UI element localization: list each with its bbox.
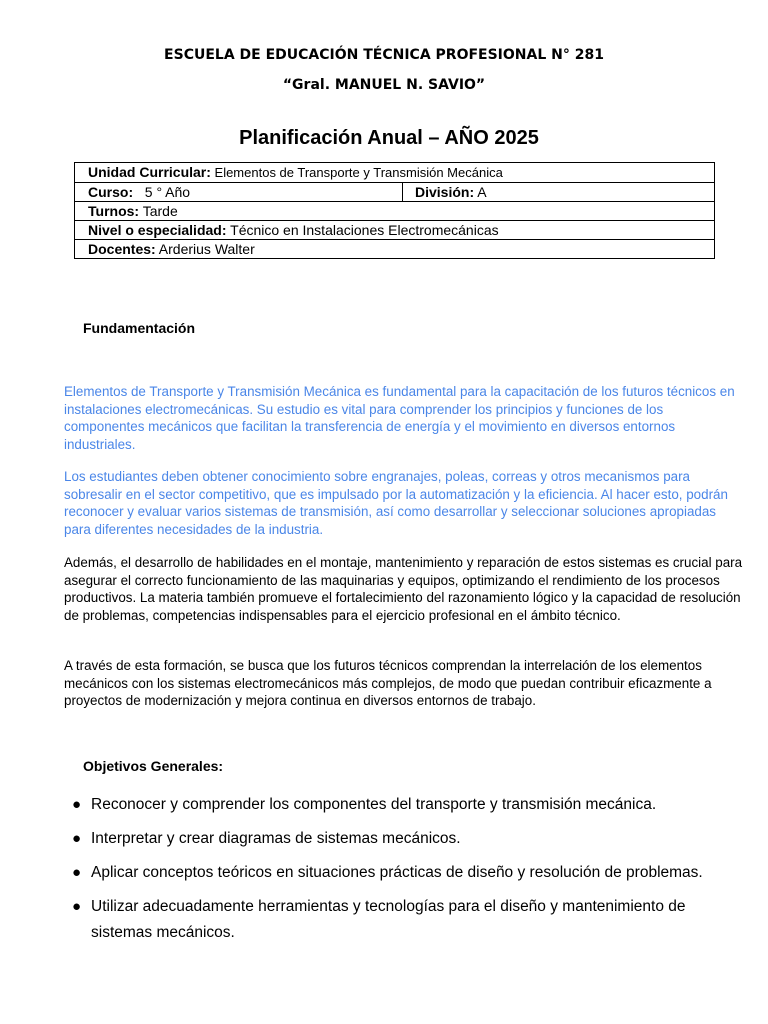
unidad-label: Unidad Curricular: [88, 164, 211, 180]
row-unidad [75, 163, 715, 183]
row-turnos [75, 202, 715, 221]
bullet-icon: ● [72, 830, 82, 847]
nivel-label: Nivel o especialidad: [88, 222, 227, 238]
curso-value: 5 ° Año [133, 184, 191, 200]
objetivo-text: Aplicar conceptos teóricos en situaciones prácticas de diseño y resolución de problemas. [91, 864, 703, 881]
unidad-value: Elementos de Transporte y Transmisión Mecánica [210, 165, 503, 180]
division-value: A [474, 184, 487, 200]
objetivo-text: Interpretar y crear diagramas de sistemas mecánicos. [91, 830, 461, 847]
cell-curso [75, 183, 403, 202]
division-label: División: [415, 184, 475, 200]
fundamentacion-paragraph-3: Además, el desarrollo de habilidades en el montaje, mantenimiento y reparación de estos sistemas es crucial para asegurar el correcto funcionamiento de las maquinarias y equipos, optimizando el rendimiento de los procesos productivos. La materia también promueve el fortalecimiento del razonamiento lógico y la capacidad de resolución de problemas, competencias indispensables para el ejercicio profesional en el ámbito técnico. [64, 555, 743, 623]
objetivo-item [72, 860, 732, 886]
school-patron: “Gral. MANUEL N. SAVIO” [282, 77, 486, 93]
cell-division [403, 183, 715, 202]
objetivo-item [72, 792, 732, 818]
page-title: Planificación Anual – AÑO 2025 [239, 127, 539, 149]
info-table [74, 162, 715, 259]
row-nivel [75, 221, 715, 240]
fundamentacion-paragraph-4: A través de esta formación, se busca que los futuros técnicos comprendan la interrelación de los elementos mecánicos con los sistemas electromecánicos más complejos, de modo que puedan contribuir eficazmente a proyectos de modernización y mejora continua en diversos entornos de trabajo. [64, 658, 712, 708]
cell-turnos [75, 202, 715, 221]
fundamentacion-paragraph-1: Elementos de Transporte y Transmisión Mecánica es fundamental para la capacitación de los futuros técnicos en instalaciones electromecánicas. Su estudio es vital para comprender los principios y funciones de los componentes mecánicos que facilitan la transferencia de energía y el movimiento en diversos entornos industriales. [64, 384, 735, 452]
docentes-label: Docentes: [88, 241, 156, 257]
nivel-value: Técnico en Instalaciones Electromecánicas [226, 222, 499, 238]
objetivos-list [72, 792, 732, 954]
fundamentacion-paragraph-2: Los estudiantes deben obtener conocimiento sobre engranajes, poleas, correas y otros mecanismos para sobresalir en el sector competitivo, que es impulsado por la automatización y la eficiencia. Al hacer esto, podrán reconocer y evaluar varios sistemas de transmisión, así como desarrollar y seleccionar soluciones apropiadas para diferentes necesidades de la industria. [64, 469, 728, 537]
curso-label: Curso: [88, 184, 134, 200]
objetivos-heading: Objetivos Generales: [83, 758, 224, 774]
row-docentes [75, 240, 715, 259]
objetivo-text: Reconocer y comprender los componentes del transporte y transmisión mecánica. [91, 796, 657, 813]
fundamentacion-heading: Fundamentación [83, 320, 196, 336]
turnos-value: Tarde [139, 203, 178, 219]
bullet-icon: ● [72, 898, 82, 915]
row-curso [75, 183, 715, 202]
bullet-icon: ● [72, 796, 82, 813]
cell-nivel [75, 221, 715, 240]
objetivo-item [72, 894, 732, 946]
bullet-icon: ● [72, 864, 82, 881]
turnos-label: Turnos: [88, 203, 140, 219]
cell-unidad [75, 163, 715, 183]
docentes-value: Arderius Walter [155, 241, 255, 257]
school-name: ESCUELA DE EDUCACIÓN TÉCNICA PROFESIONAL N° 281 [164, 47, 604, 63]
objetivo-item [72, 826, 732, 852]
cell-docentes [75, 240, 715, 259]
objetivo-text: Utilizar adecuadamente herramientas y tecnologías para el diseño y mantenimiento de sistemas mecánicos. [91, 898, 686, 941]
